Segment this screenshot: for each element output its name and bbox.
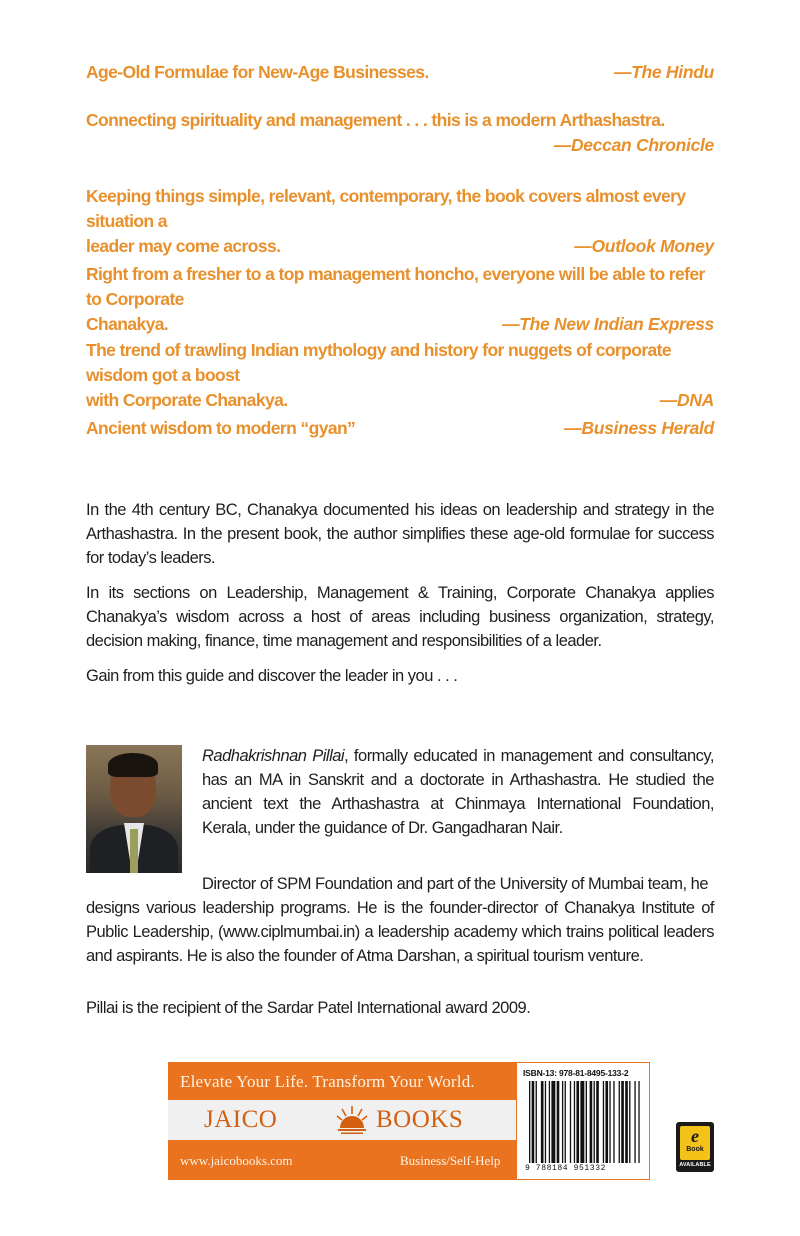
ebook-icon [680,1126,710,1160]
review-quote: Ancient wisdom to modern “gyan” [86,418,356,438]
review-item [86,184,714,259]
review-source: —Outlook Money [574,236,714,256]
publisher-logo [168,1100,516,1140]
review-source: —DNA [659,390,714,410]
review-item [86,108,714,158]
barcode-number: 9 788184 951332 [525,1164,607,1173]
review-quote-line2: Chanakya. [86,314,169,334]
review-item [86,416,714,441]
publisher-tagline: Elevate Your Life. Transform Your World. [180,1072,475,1091]
publisher-box [168,1062,516,1180]
description-closing: Gain from this guide and discover the leader in you . . . [86,667,458,685]
isbn-block [516,1062,650,1180]
review-quote: Age-Old Formulae for New-Age Businesses. [86,62,429,82]
ebook-letter: e [691,1126,699,1146]
review-source: —The New Indian Express [502,314,714,334]
book-description [86,498,714,699]
isbn-label: ISBN-13: 978-81-8495-133-2 [523,1068,629,1078]
review-source: —Business Herald [564,418,714,438]
publisher-name-right: BOOKS [376,1106,464,1133]
author-bio-continued: designs various leadership programs. He is the founder-director of Chanakya Institute of Public Leadership, (www.ciplmumbai.in) a leadership academy which trains political leaders and aspirants. He is also the founder of Atma Darshan, a spiritual tourism venture. [86,899,714,965]
author-award: Pillai is the recipient of the Sardar Patel International award 2009. [86,999,531,1017]
review-quote-line2: with Corporate Chanakya. [86,390,288,410]
description-paragraph: In the 4th century BC, Chanakya documented his ideas on leadership and strategy in the Arthashastra. In the present book, the author simplifies these age-old formulae for success for today’s leaders. [86,501,714,567]
review-quote: Connecting spirituality and management . . . this is a modern Arthashastra. [86,110,665,130]
review-quote-line2: leader may come across. [86,236,281,256]
description-paragraph: In its sections on Leadership, Management & Training, Corporate Chanakya applies Chanakya’s wisdom across a host of areas including business organization, strategy, decision making, finance, time management and responsibilities of a leader. [86,584,714,650]
ebook-word: Book [686,1146,704,1153]
publisher-name-left: JAICO [204,1106,278,1133]
review-quote-line1: Right from a fresher to a top management honcho, everyone will be able to refer to Corporate [86,264,705,309]
barcode-icon [529,1081,641,1163]
review-item [86,60,714,85]
publisher-url: www.jaicobooks.com [180,1153,293,1168]
book-category: Business/Self-Help [400,1153,501,1168]
author-bio-text: , formally educated in management and consultancy, has an MA in Sanskrit and a doctorate in Arthashastra. He studied the ancient text the Arthashastra at Chinmaya International Foundation, Kerala, under the guidance of Dr. Gangadharan Nair. [202,747,714,837]
author-name: Radhakrishnan Pillai [202,747,345,765]
review-quote-line1: The trend of trawling Indian mythology and history for nuggets of corporate wisdom got a boost [86,340,672,385]
sun-icon [336,1104,368,1136]
review-item [86,338,714,413]
review-source: —Deccan Chronicle [553,135,714,155]
ebook-status: AVAILABLE [679,1162,711,1168]
author-bio-second-line: Director of SPM Foundation and part of the University of Mumbai team, he [202,875,709,893]
review-source: —The Hindu [613,62,714,82]
author-bio [202,744,714,840]
author-photo [86,745,182,873]
review-quote-line1: Keeping things simple, relevant, contemporary, the book covers almost every situation a [86,186,686,231]
ebook-badge [676,1122,714,1172]
review-item [86,262,714,337]
